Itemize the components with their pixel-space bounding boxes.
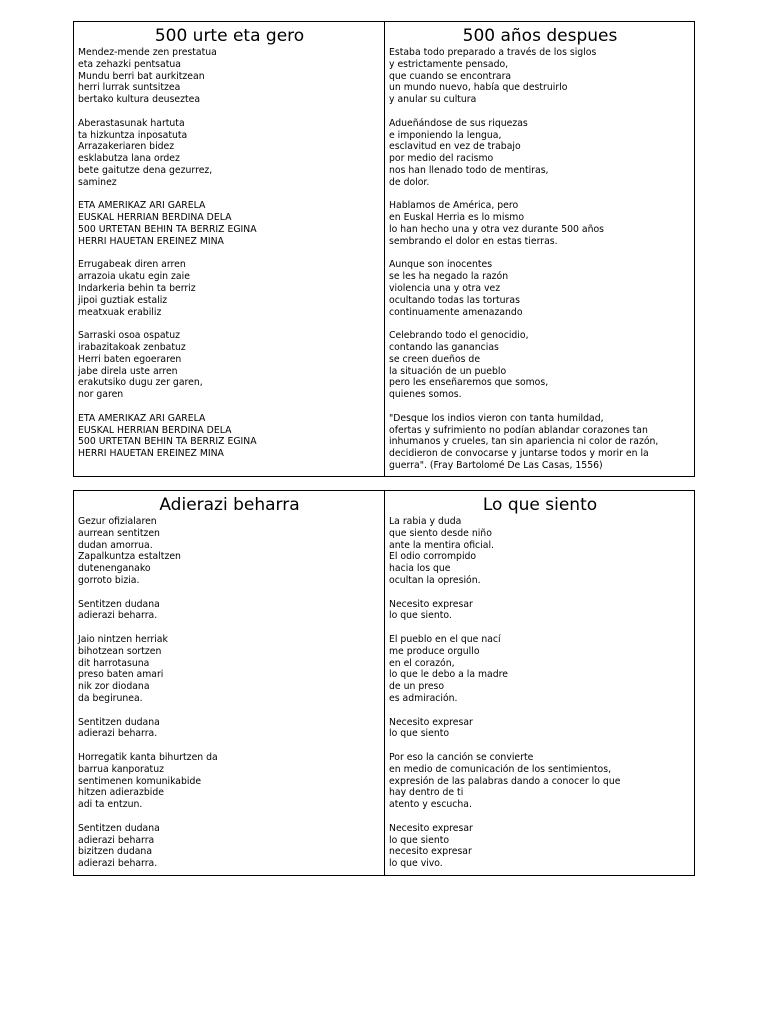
lyric-line: lo que vivo. (389, 858, 443, 870)
lyric-line: Mendez-mende zen prestatua (78, 47, 217, 58)
lyric-line: y estrictamente pensado, (389, 58, 509, 70)
lyric-line: Sarraski osoa ospatuz (78, 330, 180, 342)
lyric-line: Estaba todo preparado a través de los siglos (389, 47, 597, 58)
stanza (78, 118, 381, 189)
lyric-line: herri lurrak suntsitzea (78, 82, 181, 94)
basque-lyrics-cell (74, 491, 384, 875)
lyric-line: sembrando el dolor en estas tierras. (389, 235, 558, 247)
stanza (389, 634, 691, 705)
lyric-line: HERRI HAUETAN EREINEZ MINA (78, 235, 224, 247)
lyric-line: Adueñándose de sus riquezas (389, 117, 528, 129)
lyric-line: continuamente amenazando (389, 306, 523, 318)
lyric-line: HERRI HAUETAN EREINEZ MINA (78, 448, 224, 460)
lyric-line: hay dentro de ti (389, 787, 464, 799)
lyric-line: jipoi guztiak estaliz (78, 294, 168, 306)
stanza (78, 259, 381, 318)
lyric-line: Necesito expresar (389, 716, 473, 728)
lyric-line: por medio del racismo (389, 153, 494, 165)
spanish-lyrics-cell (384, 491, 694, 875)
lyric-line: necesito expresar (389, 846, 472, 858)
lyric-line: esclavitud en vez de trabajo (389, 141, 521, 153)
lyric-line: adierazi beharra (78, 834, 155, 846)
lyric-line: aurrean sentitzen (78, 527, 160, 539)
lyric-line: erakutsiko dugu zer garen, (78, 377, 203, 389)
lyric-line: se creen dueños de (389, 353, 481, 365)
lyric-line: ante la mentira oficial. (389, 539, 494, 551)
stanza (389, 118, 691, 189)
spanish-lyrics-cell (384, 22, 694, 476)
lyric-line: Errugabeak diren arren (78, 259, 186, 271)
lyric-line: un mundo nuevo, había que destruirlo (389, 82, 568, 94)
lyric-line: adierazi beharra. (78, 610, 158, 622)
lyric-line: bihotzean sortzen (78, 645, 162, 657)
lyric-line: bizitzen dudana (78, 846, 153, 858)
lyric-line: lo que le debo a la madre (389, 669, 508, 681)
song-title: Lo que siento (482, 495, 598, 515)
lyric-line: arrazoia ukatu egin zaie (78, 271, 190, 283)
stanza (78, 752, 381, 811)
lyric-line: Gezur ofizialaren (78, 516, 157, 527)
lyric-line: La rabia y duda (389, 516, 462, 527)
lyric-line: Necesito expresar (389, 822, 473, 834)
lyric-line: se les ha negado la razón (389, 271, 509, 283)
lyric-line: pero les enseñaremos que somos, (389, 377, 549, 389)
song-title: Adierazi beharra (159, 495, 300, 515)
lyric-line: ETA AMERIKAZ ARI GARELA (78, 412, 206, 424)
lyric-line: Indarkeria behin ta berriz (78, 282, 196, 294)
stanza (389, 599, 691, 623)
lyric-line: la situación de un pueblo (389, 365, 507, 377)
basque-lyrics-cell (74, 22, 384, 476)
lyric-line: esklabutza lana ordez (78, 153, 180, 165)
lyric-line: ocultando todas las torturas (389, 294, 520, 306)
stanza (78, 599, 381, 623)
lyric-line: y anular su cultura (389, 94, 477, 106)
lyric-line: de un preso (389, 681, 445, 693)
lyric-line: que cuando se encontrara (389, 70, 512, 82)
lyric-line: de dolor. (389, 176, 430, 188)
lyric-line: dudan amorrua. (78, 539, 153, 551)
stanza (389, 752, 691, 811)
lyric-line: jabe direla uste arren (78, 365, 178, 377)
lyric-line: hacia los que (389, 563, 451, 575)
lyric-line: Jaio nintzen herriak (78, 633, 168, 645)
lyric-line: en el corazón, (389, 657, 455, 669)
lyric-line: nos han llenado todo de mentiras, (389, 164, 549, 176)
lyric-line: Horregatik kanta bihurtzen da (78, 751, 218, 763)
stanza (78, 200, 381, 247)
lyric-line: decidieron de convocarse y juntarse todos y morir en la (389, 448, 649, 460)
lyric-line: ofertas y sufrimiento no podían ablandar corazones tan (389, 424, 648, 436)
lyric-line: Aunque son inocentes (389, 259, 493, 271)
lyric-line: El odio corrompido (389, 551, 477, 563)
lyric-line: EUSKAL HERRIAN BERDINA DELA (78, 212, 232, 224)
lyric-line: Sentitzen dudana (78, 716, 160, 728)
stanza (389, 823, 691, 870)
lyric-line: bete gaitutze dena gezurrez, (78, 164, 213, 176)
lyric-line: ta hizkuntza inposatuta (78, 129, 188, 141)
lyric-line: contando las ganancias (389, 341, 499, 353)
lyric-line: da begirunea. (78, 692, 143, 704)
stanza (78, 413, 381, 460)
stanza (389, 330, 691, 401)
song-title: 500 urte eta gero (154, 26, 305, 46)
lyric-line: Hablamos de América, pero (389, 200, 519, 212)
lyric-line: barrua kanporatuz (78, 763, 164, 775)
lyric-line: adi ta entzun. (78, 799, 143, 811)
lyric-line: Aberastasunak hartuta (78, 117, 185, 129)
lyric-line: EUSKAL HERRIAN BERDINA DELA (78, 424, 232, 436)
lyric-line: preso baten amari (78, 669, 164, 681)
lyric-line: Mundu berri bat aurkitzean (78, 70, 205, 82)
stanza (78, 47, 381, 106)
lyric-line: adierazi beharra. (78, 858, 158, 870)
lyric-line: bertako kultura deuseztea (78, 94, 201, 106)
lyric-line: hitzen adierazbide (78, 787, 164, 799)
lyric-line: eta zehazki pentsatua (78, 58, 181, 70)
lyric-line: dutenenganako (78, 563, 151, 575)
lyric-line: Celebrando todo el genocidio, (389, 330, 529, 342)
lyric-line: "Desque los indios vieron con tanta humildad, (389, 412, 604, 424)
song-table-2 (73, 490, 695, 876)
lyric-line: adierazi beharra. (78, 728, 158, 740)
stanza (389, 259, 691, 318)
lyric-line: expresión de las palabras dando a conocer lo que (389, 775, 621, 787)
stanza (78, 717, 381, 741)
lyric-line: saminez (78, 176, 117, 188)
lyric-line: atento y escucha. (389, 799, 472, 811)
stanza (389, 47, 691, 106)
song-title: 500 años despues (462, 26, 618, 46)
lyric-line: dit harrotasuna (78, 657, 150, 669)
lyric-line: inhumanos y crueles, tan sin apariencia ni color de razón, (389, 436, 659, 448)
lyric-line: gorroto bizia. (78, 574, 140, 586)
lyric-line: lo que siento (389, 834, 450, 846)
lyric-line: en medio de comunicación de los sentimientos, (389, 763, 612, 775)
lyric-line: 500 URTETAN BEHIN TA BERRIZ EGINA (78, 223, 257, 235)
lyric-line: 500 URTETAN BEHIN TA BERRIZ EGINA (78, 436, 257, 448)
stanza (389, 516, 691, 587)
lyric-line: Herri baten egoeraren (78, 353, 182, 365)
stanza (78, 634, 381, 705)
lyric-line: lo han hecho una y otra vez durante 500 años (389, 223, 605, 235)
lyric-line: guerra". (Fray Bartolomé De Las Casas, 1556) (389, 459, 603, 471)
lyric-line: es admiración. (389, 692, 458, 704)
lyric-line: Sentitzen dudana (78, 822, 160, 834)
lyric-line: lo que siento (389, 728, 450, 740)
lyric-line: lo que siento. (389, 610, 452, 622)
lyric-line: sentimenen komunikabide (78, 775, 202, 787)
stanza (78, 516, 381, 587)
lyric-line: Arrazakeriaren bidez (78, 141, 175, 153)
lyric-line: quienes somos. (389, 389, 462, 401)
stanza (389, 413, 691, 472)
lyric-line: Necesito expresar (389, 598, 473, 610)
lyric-line: Por eso la canción se convierte (389, 751, 534, 763)
lyric-line: irabazitakoak zenbatuz (78, 341, 186, 353)
lyric-line: Zapalkuntza estaltzen (78, 551, 181, 563)
lyric-line: nik zor diodana (78, 681, 150, 693)
song-table-1 (73, 21, 695, 477)
lyric-line: ETA AMERIKAZ ARI GARELA (78, 200, 206, 212)
lyric-line: Sentitzen dudana (78, 598, 160, 610)
stanza (389, 200, 691, 247)
lyric-line: e imponiendo la lengua, (389, 129, 502, 141)
lyric-line: meatxuak erabiliz (78, 306, 162, 318)
lyric-line: en Euskal Herria es lo mismo (389, 212, 525, 224)
lyric-line: me produce orgullo (389, 645, 480, 657)
lyric-line: El pueblo en el que nací (389, 633, 501, 645)
stanza (389, 717, 691, 741)
stanza (78, 823, 381, 870)
lyric-line: nor garen (78, 389, 124, 401)
lyric-line: que siento desde niño (389, 527, 492, 539)
lyric-line: ocultan la opresión. (389, 574, 481, 586)
stanza (78, 330, 381, 401)
lyric-line: violencia una y otra vez (389, 282, 501, 294)
